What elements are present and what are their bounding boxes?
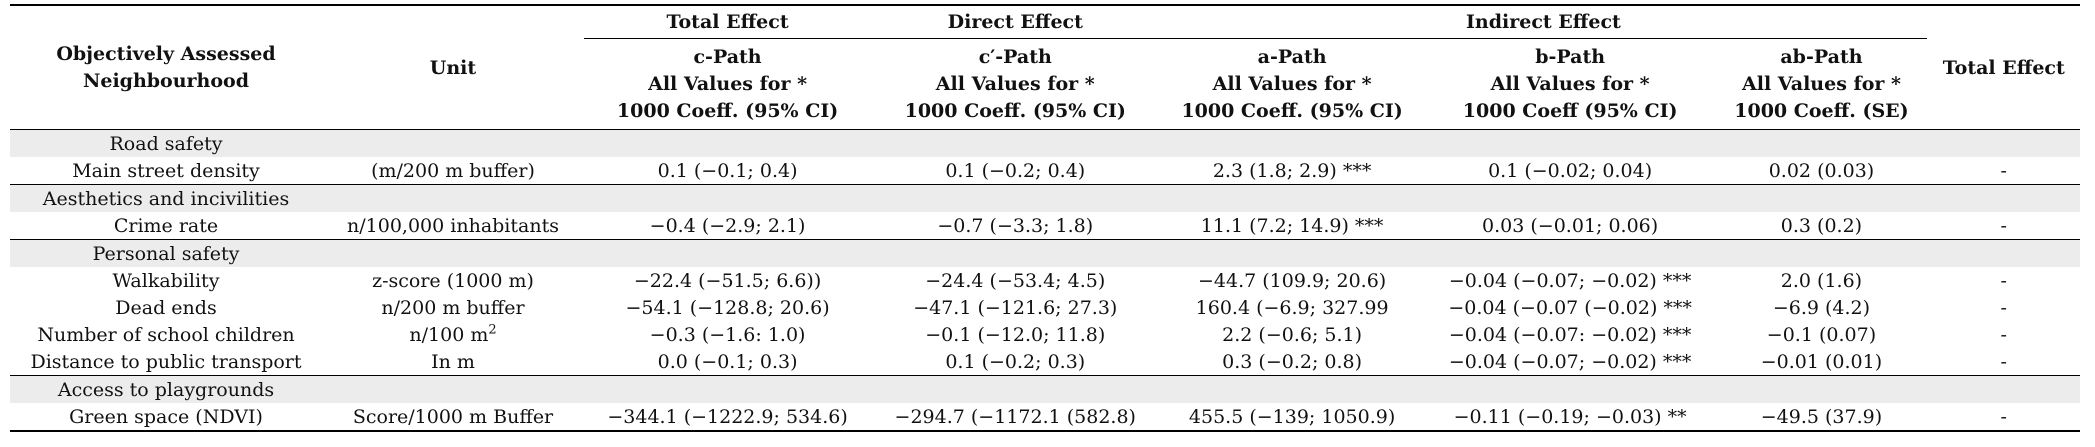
path-line2: All Values for * [1741,72,1901,95]
group-title: Road safety [109,132,223,155]
header-b-path [1425,39,1716,130]
group-title-cell [10,185,2080,213]
table-row [10,403,2080,431]
row-label: Dead ends [115,296,217,319]
cell-a-path: 160.4 (−6.9; 327.99 [1195,296,1389,319]
cell-c-path: −22.4 (−51.5; 6.6)) [633,269,822,292]
row-unit: In m [322,348,584,376]
header-unit: Unit [322,5,584,130]
cell-ab-path: 2.0 (1.6) [1780,269,1863,292]
cell-ab-path: −49.5 (37.9) [1715,403,1927,431]
cell-b-path: −0.11 (−0.19; −0.03) ** [1425,403,1716,431]
cell-c-prime-path: −0.1 (−12.0; 11.8) [925,323,1106,346]
cell-c-prime-path: −294.7 (−1172.1 (582.8) [871,403,1159,431]
path-name: b-Path [1535,45,1606,68]
row-unit: Score/1000 m Buffer [322,403,584,431]
table-row [10,321,2080,348]
header-neighbourhood [10,5,322,130]
header-c-prime-path [871,39,1159,130]
header-indirect-effect: Indirect Effect [1159,5,1927,39]
cell-total-effect: - [2000,269,2007,292]
header-direct-effect: Direct Effect [871,5,1159,39]
path-line3: 1000 Coeff. (95% CI) [904,99,1126,122]
cell-a-path: 11.1 (7.2; 14.9) *** [1159,212,1424,240]
cell-ab-path: −0.01 (0.01) [1715,348,1927,376]
header-c-path [584,39,871,130]
table-row [10,267,2080,294]
row-unit [322,321,584,348]
path-line2: All Values for * [935,72,1095,95]
path-line2: All Values for * [648,72,808,95]
row-label: Walkability [112,269,220,292]
path-line2: All Values for * [1490,72,1650,95]
unit-superscript: 2 [488,322,497,338]
cell-ab-path: −0.1 (0.07) [1766,323,1877,346]
group-title-cell [10,240,2080,268]
cell-b-path: −0.04 (−0.07; −0.02) *** [1425,348,1716,376]
cell-c-path: −0.4 (−2.9; 2.1) [584,212,871,240]
row-unit: (m/200 m buffer) [322,157,584,185]
cell-ab-path: 0.02 (0.03) [1715,157,1927,185]
cell-c-path: −0.3 (−1.6: 1.0) [649,323,806,346]
cell-a-path: 455.5 (−139; 1050.9) [1159,403,1424,431]
table-row [10,294,2080,321]
group-row-road-safety [10,130,2080,158]
cell-total-effect: - [1927,348,2080,376]
group-row-aesthetics [10,185,2080,213]
path-name: c-Path [693,45,762,68]
row-label: Number of school children [37,323,295,346]
row-unit: z-score (1000 m) [372,269,534,292]
row-label: Distance to public transport [10,348,322,376]
cell-c-path: 0.0 (−0.1; 0.3) [584,348,871,376]
mediation-results-table [10,4,2080,432]
row-unit: n/200 m buffer [381,296,525,319]
cell-c-path: −54.1 (−128.8; 20.6) [625,296,830,319]
cell-a-path: 2.3 (1.8; 2.9) *** [1159,157,1424,185]
cell-b-path: 0.03 (−0.01; 0.06) [1425,212,1716,240]
cell-a-path: −44.7 (109.9; 20.6) [1197,269,1387,292]
group-row-personal-safety [10,240,2080,268]
cell-total-effect: - [1927,212,2080,240]
header-total-effect-right: Total Effect [1927,5,2080,130]
cell-c-prime-path: 0.1 (−0.2; 0.3) [871,348,1159,376]
row-label: Green space (NDVI) [10,403,322,431]
cell-a-path: 2.2 (−0.6; 5.1) [1222,323,1363,346]
table-row [10,348,2080,376]
cell-b-path: −0.04 (−0.07; −0.02) *** [1448,269,1692,292]
cell-total-effect: - [2000,296,2007,319]
cell-c-path: 0.1 (−0.1; 0.4) [584,157,871,185]
path-line3: 1000 Coeff. (95% CI) [1181,99,1403,122]
header-a-path [1159,39,1424,130]
group-title: Aesthetics and incivilities [42,187,290,210]
cell-ab-path: 0.3 (0.2) [1715,212,1927,240]
path-name: a-Path [1257,45,1327,68]
cell-total-effect: - [1927,403,2080,431]
group-title-cell [10,376,2080,404]
path-name: ab-Path [1780,45,1863,68]
cell-c-prime-path: −0.7 (−3.3; 1.8) [871,212,1159,240]
cell-b-path: −0.04 (−0.07 (−0.02) *** [1448,296,1692,319]
header-ab-path [1715,39,1927,130]
cell-b-path: −0.04 (−0.07: −0.02) *** [1448,323,1692,346]
row-label: Main street density [10,157,322,185]
row-unit: n/100,000 inhabitants [322,212,584,240]
header-total-effect: Total Effect [584,5,871,39]
header-neighbourhood-text: Objectively Assessed Neighbourhood [56,42,276,92]
path-line3: 1000 Coeff. (95% CI) [616,99,839,122]
cell-a-path: 0.3 (−0.2; 0.8) [1159,348,1424,376]
cell-c-prime-path: −47.1 (−121.6; 27.3) [913,296,1118,319]
row-label: Crime rate [10,212,322,240]
cell-ab-path: −6.9 (4.2) [1772,296,1871,319]
path-name: c′-Path [978,45,1052,68]
path-line3: 1000 Coeff (95% CI) [1462,99,1678,122]
group-row-playgrounds [10,376,2080,404]
group-title-cell [10,130,2080,158]
path-line3: 1000 Coeff. (SE) [1734,99,1909,122]
path-line2: All Values for * [1212,72,1372,95]
unit-base: n/100 m [409,323,489,346]
group-title: Personal safety [92,242,240,265]
table-row [10,212,2080,240]
header-row-effects [10,5,2080,39]
table-row [10,157,2080,185]
cell-c-path: −344.1 (−1222.9; 534.6) [584,403,871,431]
cell-c-prime-path: −24.4 (−53.4; 4.5) [925,269,1106,292]
cell-total-effect: - [2000,323,2007,346]
cell-total-effect: - [1927,157,2080,185]
cell-c-prime-path: 0.1 (−0.2; 0.4) [871,157,1159,185]
group-title: Access to playgrounds [57,378,275,401]
cell-b-path: 0.1 (−0.02; 0.04) [1425,157,1716,185]
